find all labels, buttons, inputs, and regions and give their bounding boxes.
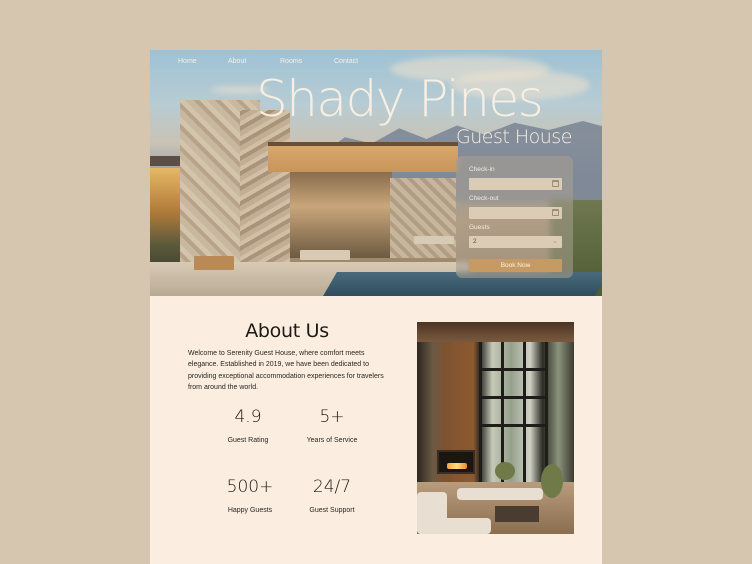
furniture-image — [300, 250, 350, 260]
ceiling-image — [417, 322, 574, 342]
stat-value: 500+ — [226, 477, 274, 497]
book-now-button[interactable]: Book Now — [469, 259, 562, 272]
fireplace-image — [437, 450, 475, 474]
plant-image — [541, 464, 563, 498]
window-frame — [479, 342, 482, 482]
site-title: Shady Pines — [256, 70, 543, 128]
roof-image — [268, 142, 458, 172]
stat-label: Guest Support — [309, 507, 355, 514]
furniture-image — [414, 236, 454, 244]
about-description: Welcome to Serenity Guest House, where comfort meets elegance. Established in 2019, we have been dedicated to providing exceptional accommodation experiences for travelers from around the world. — [188, 350, 384, 391]
stat-label: Guest Rating — [227, 437, 269, 444]
nav-contact[interactable]: Contact — [334, 58, 359, 65]
checkin-label: Check-in — [469, 166, 495, 173]
site-subtitle: Guest House — [456, 126, 572, 148]
stat-value: 4.9 — [234, 407, 262, 427]
guests-select[interactable] — [469, 236, 562, 248]
nav-rooms[interactable]: Rooms — [280, 58, 303, 65]
checkin-input[interactable] — [469, 178, 562, 190]
calendar-icon[interactable] — [552, 180, 559, 187]
guests-value: 2 — [473, 238, 477, 245]
sofa-image — [417, 518, 491, 534]
about-heading: About Us — [245, 320, 329, 342]
stat-value: 5+ — [319, 407, 345, 427]
checkout-input[interactable] — [469, 207, 562, 219]
stat-years-of-service — [292, 409, 372, 444]
stat-guest-support — [292, 479, 372, 514]
sofa-image — [457, 488, 543, 500]
window-frame — [481, 424, 547, 427]
window-frame — [501, 342, 504, 482]
window-frame — [481, 368, 547, 371]
booking-form — [456, 156, 573, 278]
window-frame — [523, 342, 526, 482]
hero-section — [150, 50, 602, 296]
interior-photo — [417, 322, 574, 534]
coffee-table-image — [495, 506, 539, 522]
nav-home[interactable]: Home — [178, 58, 197, 65]
window-frame — [545, 342, 548, 482]
stone-wall-image — [390, 178, 456, 258]
furniture-image — [194, 256, 234, 270]
landing-page — [150, 50, 602, 564]
plant-image — [495, 462, 515, 480]
calendar-icon[interactable] — [552, 209, 559, 216]
window-frame — [481, 396, 547, 399]
stat-value: 24/7 — [312, 477, 352, 497]
stat-happy-guests — [210, 479, 290, 514]
checkout-label: Check-out — [469, 195, 499, 202]
window-image — [282, 172, 392, 258]
fire-image — [447, 463, 467, 469]
chevron-down-icon: ⌄ — [552, 238, 558, 245]
nav-about[interactable]: About — [228, 58, 247, 65]
stat-guest-rating — [208, 409, 288, 444]
stat-label: Happy Guests — [227, 507, 273, 514]
guests-label: Guests — [469, 224, 490, 231]
stat-label: Years of Service — [306, 437, 358, 444]
